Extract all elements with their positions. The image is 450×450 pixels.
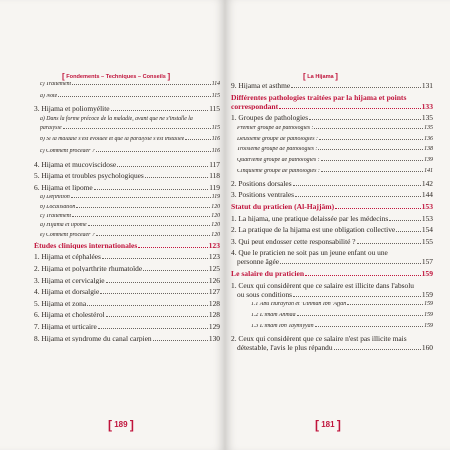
- toc-entry-title: d) Hijama et lipome: [40, 223, 87, 229]
- toc-entry-title: c) Comment procéder ?: [40, 148, 95, 154]
- toc-page-number: 160: [421, 343, 433, 353]
- toc-page-number: 115: [211, 92, 220, 99]
- toc-page-number: 115: [211, 124, 220, 131]
- toc-dot-leader: [335, 208, 420, 209]
- toc-entry-title: 9. Hijama et asthme: [231, 82, 291, 90]
- toc-entry: [34, 265, 220, 277]
- toc-entry: [34, 137, 220, 149]
- toc-entry-title: 2. La pratique de la hijama est une obligation collective: [231, 226, 396, 234]
- toc-dot-leader: [76, 207, 210, 208]
- toc-page-number: 154: [421, 225, 433, 235]
- toc-page-number: 123: [208, 240, 220, 250]
- toc-entry-title: ou sous conditions: [237, 290, 293, 298]
- toc-page-number: 117: [209, 159, 220, 169]
- toc-entry: [34, 94, 220, 106]
- left-running-header: [62, 72, 170, 81]
- toc-dot-leader: [143, 270, 208, 271]
- toc-entry: [34, 288, 220, 300]
- toc-entry-title: 6. Hijama et cholestérol: [34, 311, 105, 319]
- header-bracket-close: ]: [335, 72, 338, 81]
- toc-entry: [34, 184, 220, 196]
- toc-dot-leader: [389, 220, 421, 221]
- toc-page-number: 159: [421, 268, 433, 278]
- toc-entry: [231, 180, 433, 192]
- toc-page-number: 120: [211, 212, 220, 219]
- toc-dot-leader: [102, 258, 208, 259]
- right-header-text: La Hijama: [307, 74, 334, 80]
- toc-entry-title-line: 2. Ceux qui considèrent que ce salaire n'est pas illicite mais: [231, 334, 407, 344]
- toc-entry-title: 1. Hijama et céphalées: [34, 253, 101, 261]
- toc-entry: [34, 233, 220, 242]
- toc-page-number: 159: [424, 323, 433, 330]
- toc-entry: [34, 311, 220, 323]
- toc-dot-leader: [71, 197, 211, 198]
- toc-dot-leader: [94, 189, 208, 190]
- toc-dot-leader: [357, 243, 421, 244]
- toc-entry-title: 2. Positions dorsales: [231, 179, 292, 188]
- toc-dot-leader: [321, 160, 424, 161]
- toc-entry: [34, 223, 220, 232]
- toc-dot-leader: [106, 316, 208, 317]
- toc-entry: [34, 205, 220, 214]
- toc-entry: [34, 242, 220, 254]
- toc-entry-title: 5. Hijama et troubles psychologiques: [34, 172, 144, 180]
- toc-entry-title: 8. Hijama et syndrome du canal carpien: [34, 334, 152, 342]
- toc-entry: [34, 214, 220, 223]
- toc-page-number: 129: [208, 321, 220, 331]
- toc-entry-title: 1.3 L'imam Ibn Taymiyyah: [251, 324, 314, 330]
- toc-dot-leader: [96, 235, 211, 236]
- toc-entry-title: Deuxième groupe de pathologies :: [237, 136, 318, 142]
- toc-dot-leader: [319, 139, 423, 140]
- right-page-number-value: 181: [321, 420, 335, 429]
- toc-page-number: 120: [211, 231, 220, 238]
- toc-entry: [231, 291, 433, 303]
- toc-page-number: 116: [211, 136, 220, 143]
- toc-page-number: 159: [424, 301, 433, 308]
- toc-dot-leader: [58, 96, 211, 97]
- toc-entry-title: 3. Qui peut endosser cette responsabilité ?: [231, 237, 356, 246]
- toc-entry-title: 4. Hijama et mucoviscidose: [34, 160, 117, 168]
- toc-dot-leader: [291, 87, 421, 88]
- right-toc: [231, 82, 433, 356]
- toc-dot-leader: [106, 282, 208, 283]
- header-bracket-close: ]: [167, 72, 171, 81]
- toc-entry: [231, 270, 433, 282]
- toc-page-number: 123: [208, 252, 220, 262]
- toc-page-number: 133: [421, 101, 433, 111]
- toc-entry-title: b) Localisation: [40, 204, 76, 210]
- toc-entry-title: 3. Hijama et cervicalgie: [34, 276, 105, 285]
- toc-page-number: 155: [421, 236, 433, 246]
- toc-dot-leader: [297, 315, 424, 316]
- toc-entry: [34, 126, 220, 138]
- toc-dot-leader: [145, 177, 208, 178]
- toc-dot-leader: [280, 263, 421, 264]
- toc-dot-leader: [293, 296, 421, 297]
- toc-entry: [231, 344, 433, 356]
- toc-entry-title-line: 1. Ceux qui considèrent que ce salaire est illicite dans l'absolu: [231, 280, 414, 290]
- toc-entry-title: Cinquième groupe de pathologies :: [237, 168, 320, 174]
- toc-page-number: 130: [208, 333, 220, 343]
- toc-entry-title: c) Traitement: [40, 213, 72, 219]
- toc-dot-leader: [305, 275, 421, 276]
- toc-entry: [34, 277, 220, 289]
- toc-entry-title: détestable, l'avis le plus répandu: [237, 344, 333, 352]
- toc-entry-title: 1. La hijama, une pratique delaissée par les médecins: [231, 214, 389, 222]
- toc-entry: [231, 169, 433, 180]
- toc-dot-leader: [185, 139, 210, 140]
- header-bracket-open: [: [303, 72, 306, 81]
- toc-dot-leader: [87, 305, 208, 306]
- toc-entry: [34, 161, 220, 173]
- toc-entry-title: 2. Hijama et polyarthrite rhumatoïde: [34, 265, 143, 273]
- right-running-header: [303, 72, 338, 81]
- toc-page-number: 114: [211, 81, 220, 87]
- toc-entry: [231, 158, 433, 169]
- toc-entry: [231, 114, 433, 126]
- toc-entry: [231, 258, 433, 270]
- toc-dot-leader: [138, 247, 207, 248]
- toc-dot-leader: [396, 231, 421, 232]
- toc-dot-leader: [279, 108, 420, 109]
- toc-entry-title: Statut du praticien (Al-Hajjâm): [231, 202, 335, 211]
- toc-dot-leader: [88, 225, 211, 226]
- toc-page-number: 128: [208, 310, 220, 320]
- toc-page-number: 159: [421, 289, 433, 299]
- toc-dot-leader: [100, 293, 208, 294]
- toc-entry: [231, 203, 433, 215]
- toc-entry-title-line: Différentes pathologies traitées par la hijama et points: [231, 92, 407, 102]
- page-number-bracket-open: [: [108, 418, 112, 432]
- toc-entry: [231, 137, 433, 148]
- toc-dot-leader: [111, 110, 209, 111]
- toc-entry: [231, 313, 433, 324]
- toc-entry: [34, 335, 220, 347]
- toc-page-number: 136: [424, 135, 433, 142]
- toc-entry-title: personne âgée: [237, 258, 280, 266]
- toc-entry: [34, 253, 220, 265]
- toc-entry-title: paralysie: [40, 125, 62, 131]
- toc-page-number: 139: [424, 157, 433, 164]
- toc-entry: [231, 302, 433, 313]
- toc-dot-leader: [72, 216, 210, 217]
- toc-dot-leader: [295, 196, 421, 197]
- toc-page-number: 120: [211, 203, 220, 210]
- toc-entry-title: c) Traitement: [40, 82, 72, 87]
- toc-entry-title: 3. Positions ventrales: [231, 191, 295, 199]
- toc-page-number: 153: [421, 201, 433, 211]
- toc-entry-title: Quatrième groupe de pathologies :: [237, 158, 320, 164]
- left-header-text: Fondements – Techniques – Conseils: [66, 74, 166, 80]
- toc-dot-leader: [314, 128, 423, 129]
- toc-entry: [231, 126, 433, 137]
- toc-entry-title: b) Si la maladie s'est évoluée et que la paralysie s'est installée: [40, 137, 185, 143]
- toc-dot-leader: [153, 340, 208, 341]
- left-page-number: [108, 418, 134, 432]
- page-number-bracket-close: ]: [336, 418, 341, 432]
- right-page-number: [315, 418, 341, 432]
- toc-entry-title: 4. Hijama et dorsalgie: [34, 288, 100, 296]
- toc-entry-title: 7. Hijama et urticaire: [34, 322, 97, 331]
- toc-page-number: 131: [421, 81, 433, 90]
- toc-entry-title: 3. Hijama et poliomyélite: [34, 105, 110, 113]
- toc-entry: [231, 82, 433, 94]
- toc-entry: [34, 149, 220, 161]
- toc-entry-title: 1.2 L'imam Ahmad: [251, 313, 296, 319]
- toc-page-number: 135: [421, 113, 433, 123]
- toc-entry-title-line: a) Dans la forme précoce de la maladie, avant que ne s'installe la: [40, 115, 193, 122]
- toc-entry-title: 1. Groupes de pathologies: [231, 114, 309, 122]
- toc-page-number: 144: [421, 190, 433, 200]
- toc-dot-leader: [293, 185, 421, 186]
- toc-page-number: 141: [424, 167, 433, 174]
- toc-entry: [34, 82, 220, 94]
- toc-dot-leader: [72, 84, 211, 85]
- toc-page-number: 159: [424, 312, 433, 319]
- toc-dot-leader: [334, 349, 421, 350]
- toc-entry-title: 5. Hijama et zona: [34, 299, 87, 308]
- toc-page-number: 125: [208, 264, 220, 274]
- toc-page-number: 120: [211, 222, 220, 229]
- page-number-bracket-open: [: [315, 418, 319, 432]
- toc-entry: [231, 215, 433, 227]
- toc-entry-title: Études cliniques internationales: [34, 241, 138, 250]
- toc-entry: [231, 147, 433, 158]
- toc-dot-leader: [63, 128, 211, 129]
- toc-page-number: 115: [209, 104, 220, 114]
- toc-dot-leader: [309, 119, 421, 120]
- toc-entry: [231, 226, 433, 238]
- right-page: [225, 0, 450, 450]
- toc-dot-leader: [315, 326, 424, 327]
- toc-entry: [34, 300, 220, 312]
- toc-page-number: 116: [211, 147, 220, 154]
- toc-dot-leader: [98, 328, 208, 329]
- toc-entry: [34, 195, 220, 204]
- toc-entry-title-line: 4. Que le praticien ne soit pas un jeune enfant ou une: [231, 248, 388, 258]
- toc-dot-leader: [318, 149, 423, 150]
- toc-entry-title: 6. Hijama et lipome: [34, 183, 93, 192]
- toc-entry: [231, 103, 433, 115]
- toc-entry-title: Troisième groupe de pathologies :: [237, 147, 318, 153]
- toc-dot-leader: [96, 151, 211, 152]
- toc-page-number: 119: [211, 194, 220, 201]
- toc-entry-title: d) Note: [40, 93, 58, 99]
- toc-entry: [231, 191, 433, 203]
- toc-entry-title: Premier groupe de pathologies :: [237, 125, 314, 131]
- toc-entry-title: a) Définition: [40, 195, 70, 201]
- toc-page-number: 157: [421, 257, 433, 267]
- toc-entry-title: 1.1 Abû Hurayrah et 'Uthmân Ibn 'Affân: [251, 302, 347, 308]
- toc-entry: [34, 172, 220, 184]
- toc-entry-title: Le salaire du praticien: [231, 269, 305, 278]
- page-number-bracket-close: ]: [129, 418, 134, 432]
- toc-page-number: 128: [208, 298, 220, 308]
- header-bracket-open: [: [62, 72, 65, 81]
- toc-page-number: 126: [208, 275, 220, 285]
- toc-page-number: 119: [209, 182, 220, 192]
- toc-dot-leader: [321, 171, 423, 172]
- toc-page-number: 127: [208, 287, 220, 297]
- toc-entry-title: e) Comment procéder ?: [40, 232, 95, 238]
- toc-page-number: 153: [421, 213, 433, 223]
- toc-page-number: 135: [424, 124, 433, 131]
- toc-dot-leader: [117, 166, 208, 167]
- toc-page-number: 142: [421, 178, 433, 188]
- toc-entry: [34, 323, 220, 335]
- toc-page-number: 138: [424, 146, 433, 153]
- toc-dot-leader: [347, 304, 423, 305]
- left-toc: [34, 82, 220, 346]
- left-page-number-value: 189: [114, 420, 128, 429]
- toc-entry-title: correspondant: [231, 102, 279, 111]
- toc-page-number: 118: [209, 171, 220, 181]
